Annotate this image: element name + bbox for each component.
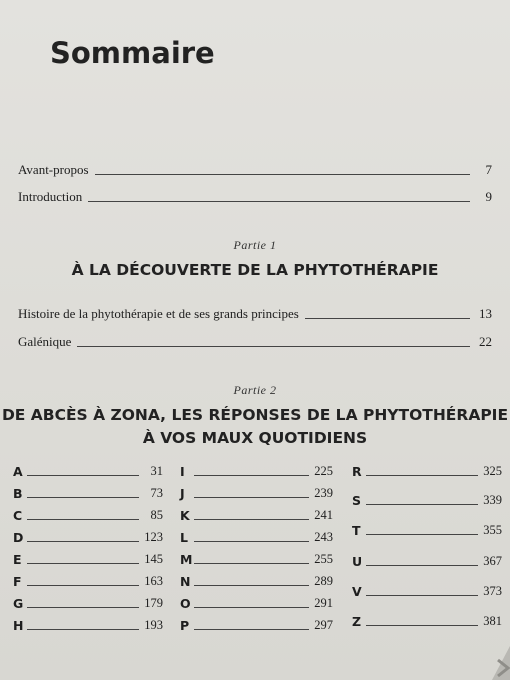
letter-page: 225 xyxy=(314,464,333,478)
letter: H xyxy=(13,618,24,633)
letter-page: 339 xyxy=(483,493,502,507)
letter-page: 355 xyxy=(483,523,502,537)
page-title: Sommaire xyxy=(50,36,215,70)
part-1-title: À LA DÉCOUVERTE DE LA PHYTOTHÉRAPIE xyxy=(71,261,439,279)
letter-page: 243 xyxy=(314,530,333,544)
toc-entry-galenique xyxy=(18,332,492,350)
toc-entry-label: Histoire de la phytothérapie et de ses grands principes xyxy=(18,306,299,321)
letter-entry-p xyxy=(180,617,333,633)
letter: A xyxy=(13,464,23,479)
letter-page: 123 xyxy=(144,530,163,544)
letter-page: 31 xyxy=(150,464,163,478)
letter-page: 367 xyxy=(483,554,502,568)
part-2-title-line-1: DE ABCÈS À ZONA, LES RÉPONSES DE LA PHYTOTHÉRAPIE xyxy=(1,406,509,424)
letter-entry-f xyxy=(13,573,163,589)
letter-entry-v xyxy=(352,583,502,599)
letter: C xyxy=(13,508,23,523)
letter-page: 297 xyxy=(314,618,333,632)
dot-leader xyxy=(366,595,478,596)
letter: U xyxy=(352,554,363,569)
dot-leader xyxy=(27,541,139,542)
dot-leader xyxy=(27,585,139,586)
letter: E xyxy=(13,552,22,567)
dot-leader xyxy=(194,541,309,542)
toc-entry-histoire xyxy=(18,304,492,322)
letter-page: 325 xyxy=(483,464,502,478)
dot-leader xyxy=(194,563,309,564)
dot-leader xyxy=(27,629,139,630)
letter-page: 163 xyxy=(144,574,163,588)
toc-entry-page: 7 xyxy=(485,162,492,177)
letter-entry-j xyxy=(180,485,333,501)
toc-entry-label: Introduction xyxy=(18,189,83,204)
dot-leader xyxy=(27,475,139,476)
dot-leader xyxy=(305,318,470,319)
dot-leader xyxy=(194,519,309,520)
letter-page: 289 xyxy=(314,574,333,588)
letter-entry-c xyxy=(13,507,163,523)
letter-entry-k xyxy=(180,507,333,523)
letter-entry-t xyxy=(352,522,502,538)
letter: P xyxy=(180,618,190,633)
dot-leader xyxy=(27,563,139,564)
letter: T xyxy=(352,523,361,538)
dot-leader xyxy=(194,475,309,476)
dot-leader xyxy=(366,625,478,626)
letter: S xyxy=(352,493,362,508)
letter: K xyxy=(180,508,190,523)
dot-leader xyxy=(95,174,470,175)
letter-entry-a xyxy=(13,463,163,479)
dot-leader xyxy=(194,585,309,586)
letter-page: 193 xyxy=(144,618,163,632)
letter-entry-r xyxy=(352,463,502,479)
letter-page: 73 xyxy=(150,486,163,500)
letter-page: 239 xyxy=(314,486,333,500)
letter-page: 145 xyxy=(144,552,163,566)
letter-page: 373 xyxy=(483,584,502,598)
letter-page: 179 xyxy=(144,596,163,610)
part-1-label: Partie 1 xyxy=(233,238,277,252)
letter-entry-d xyxy=(13,529,163,545)
letter-entry-o xyxy=(180,595,333,611)
letter-entry-b xyxy=(13,485,163,501)
dot-leader xyxy=(88,201,470,202)
dot-leader xyxy=(366,475,478,476)
part-2-label: Partie 2 xyxy=(233,383,277,397)
letter: M xyxy=(180,552,193,567)
letter: L xyxy=(180,530,188,545)
letter-entry-h xyxy=(13,617,163,633)
letter-entry-m xyxy=(180,551,333,567)
letter: B xyxy=(13,486,23,501)
dot-leader xyxy=(27,497,139,498)
letter-entry-z xyxy=(352,613,502,629)
dot-leader xyxy=(366,565,478,566)
letter: R xyxy=(352,464,362,479)
dot-leader xyxy=(194,607,309,608)
page-corner-arrow-icon xyxy=(488,646,510,680)
letter-entry-g xyxy=(13,595,163,611)
letter-page: 291 xyxy=(314,596,333,610)
dot-leader xyxy=(366,534,478,535)
toc-entry-avant-propos xyxy=(18,160,492,178)
letter: J xyxy=(180,486,185,501)
letter: N xyxy=(180,574,191,589)
part-2-title-line-2: À VOS MAUX QUOTIDIENS xyxy=(142,429,368,447)
toc-entry-introduction xyxy=(18,187,492,205)
letter-entry-u xyxy=(352,553,502,569)
letter-page: 85 xyxy=(150,508,163,522)
letter-page: 381 xyxy=(483,614,502,628)
letter: F xyxy=(13,574,22,589)
letter-page: 241 xyxy=(314,508,333,522)
dot-leader xyxy=(27,607,139,608)
letter: Z xyxy=(352,614,362,629)
letter-entry-n xyxy=(180,573,333,589)
letter: V xyxy=(352,584,362,599)
dot-leader xyxy=(77,346,470,347)
dot-leader xyxy=(366,504,478,505)
dot-leader xyxy=(194,497,309,498)
letter-page: 255 xyxy=(314,552,333,566)
toc-entry-page: 9 xyxy=(485,189,492,204)
dot-leader xyxy=(27,519,139,520)
letter: G xyxy=(13,596,24,611)
toc-entry-label: Avant-propos xyxy=(18,162,89,177)
letter-entry-s xyxy=(352,492,502,508)
toc-entry-page: 22 xyxy=(479,334,492,349)
letter-entry-e xyxy=(13,551,163,567)
dot-leader xyxy=(194,629,309,630)
letter: O xyxy=(180,596,191,611)
letter: I xyxy=(180,464,185,479)
toc-entry-page: 13 xyxy=(479,306,492,321)
letter-entry-l xyxy=(180,529,333,545)
letter-entry-i xyxy=(180,463,333,479)
toc-entry-label: Galénique xyxy=(18,334,72,349)
letter: D xyxy=(13,530,24,545)
